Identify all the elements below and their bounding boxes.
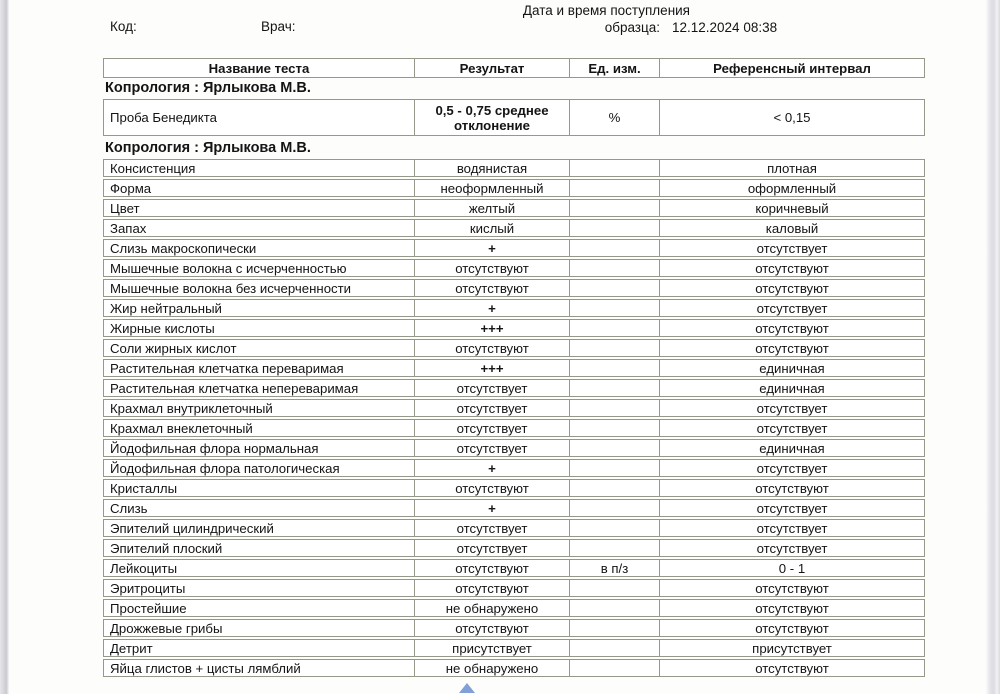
test-name-cell: Слизь — [104, 500, 415, 516]
result-cell: не обнаружено — [415, 600, 570, 616]
code-label: Код: — [110, 19, 137, 34]
result-cell: отсутствует — [415, 520, 570, 536]
table-row — [103, 619, 925, 637]
unit-cell — [570, 360, 660, 376]
test-name-cell: Простейшие — [104, 600, 415, 616]
column-header-unit: Ед. изм. — [570, 59, 660, 77]
result-cell: отсутствует — [415, 420, 570, 436]
test-name-cell: Эпителий цилиндрический — [104, 520, 415, 536]
result-cell: +++ — [415, 320, 570, 336]
section-title: Копрология : Ярлыкова М.В. — [105, 80, 311, 96]
column-header-test-name: Название теста — [104, 59, 415, 77]
reference-cell: отсутствуют — [755, 480, 829, 496]
reference-cell: отсутствуют — [755, 580, 829, 596]
unit-cell — [570, 480, 660, 496]
sample-date-value: 12.12.2024 08:38 — [672, 20, 778, 35]
unit-cell — [570, 520, 660, 536]
reference-cell: коричневый — [755, 200, 829, 216]
unit-cell — [570, 340, 660, 356]
test-name-cell: Консистенция — [104, 160, 415, 176]
test-name-cell: Проба Бенедикта — [104, 100, 415, 135]
test-name-cell: Яйца глистов + цисты лямблий — [104, 660, 415, 676]
unit-cell — [570, 240, 660, 256]
table-row — [103, 659, 925, 677]
table-row — [103, 419, 925, 437]
table-row — [103, 219, 925, 237]
reference-cell: отсутствует — [756, 520, 828, 536]
unit-cell — [570, 460, 660, 476]
table-row — [103, 179, 925, 197]
test-name-cell: Форма — [104, 180, 415, 196]
unit-cell — [570, 180, 660, 196]
test-name-cell: Йодофильная флора нормальная — [104, 440, 415, 456]
table-row — [103, 639, 925, 657]
reference-cell: отсутствуют — [755, 340, 829, 356]
result-cell: не обнаружено — [415, 660, 570, 676]
unit-cell — [570, 620, 660, 636]
test-name-cell: Запах — [104, 220, 415, 236]
table-row — [103, 199, 925, 217]
section-title: Копрология : Ярлыкова М.В. — [105, 140, 311, 156]
result-cell: + — [415, 460, 570, 476]
unit-cell — [570, 580, 660, 596]
unit-cell — [570, 640, 660, 656]
test-name-cell: Кристаллы — [104, 480, 415, 496]
test-name-cell: Мышечные волокна с исчерченностью — [104, 260, 415, 276]
table-row — [103, 99, 925, 136]
test-name-cell: Крахмал внеклеточный — [104, 420, 415, 436]
unit-cell — [570, 660, 660, 676]
reference-cell: отсутствует — [756, 400, 828, 416]
result-cell: присутствует — [415, 640, 570, 656]
reference-cell: отсутствуют — [755, 260, 829, 276]
scrollbar-track[interactable] — [986, 0, 1000, 694]
result-cell: отсутствуют — [415, 560, 570, 576]
unit-cell — [570, 500, 660, 516]
reference-cell: отсутствуют — [755, 320, 829, 336]
result-cell: отсутствуют — [415, 340, 570, 356]
result-cell: отсутствует — [415, 380, 570, 396]
unit-cell — [570, 200, 660, 216]
test-name-cell: Мышечные волокна без исчерченности — [104, 280, 415, 296]
reference-cell: < 0,15 — [773, 110, 811, 125]
test-name-cell: Эпителий плоский — [104, 540, 415, 556]
test-name-cell: Дрожжевые грибы — [104, 620, 415, 636]
result-cell: + — [415, 300, 570, 316]
result-cell: отсутствуют — [415, 480, 570, 496]
unit-cell — [570, 380, 660, 396]
table-header-row — [103, 58, 925, 78]
column-header-reference: Референсный интервал — [713, 60, 871, 76]
table-row — [103, 459, 925, 477]
result-cell: + — [415, 240, 570, 256]
result-cell: желтый — [415, 200, 570, 216]
doctor-label: Врач: — [261, 19, 296, 34]
test-name-cell: Лейкоциты — [104, 560, 415, 576]
test-name-cell: Соли жирных кислот — [104, 340, 415, 356]
test-name-cell: Эритроциты — [104, 580, 415, 596]
test-name-cell: Слизь макроскопически — [104, 240, 415, 256]
result-cell: неоформленный — [415, 180, 570, 196]
result-cell: отсутствует — [415, 440, 570, 456]
reference-cell: присутствует — [752, 640, 832, 656]
column-header-result: Результат — [415, 59, 570, 77]
reference-cell: отсутствуют — [755, 280, 829, 296]
unit-cell — [570, 300, 660, 316]
table-row — [103, 319, 925, 337]
reference-cell: единичная — [759, 440, 825, 456]
table-row — [103, 239, 925, 257]
result-cell: + — [415, 500, 570, 516]
unit-cell — [570, 540, 660, 556]
table-row — [103, 439, 925, 457]
reference-cell: единичная — [759, 380, 825, 396]
test-name-cell: Детрит — [104, 640, 415, 656]
reference-cell: отсутствуют — [755, 660, 829, 676]
reference-cell: каловый — [765, 220, 819, 236]
result-cell: отсутствуют — [415, 620, 570, 636]
result-cell: отсутствуют — [415, 580, 570, 596]
unit-cell — [570, 320, 660, 336]
table-row — [103, 359, 925, 377]
table-row — [103, 279, 925, 297]
test-name-cell: Жирные кислоты — [104, 320, 415, 336]
reference-cell: отсутствует — [756, 500, 828, 516]
result-cell: водянистая — [415, 160, 570, 176]
sample-date-label-line1: Дата и время поступления — [522, 3, 690, 18]
reference-cell: отсутствует — [756, 460, 828, 476]
result-cell: отсутствует — [415, 400, 570, 416]
reference-cell: отсутствует — [756, 300, 828, 316]
unit-cell: в п/з — [570, 560, 660, 576]
page-left-edge — [0, 0, 9, 694]
reference-cell: единичная — [759, 360, 825, 376]
result-cell: отсутствует — [415, 540, 570, 556]
test-name-cell: Йодофильная флора патологическая — [104, 460, 415, 476]
lab-results-table — [103, 58, 925, 679]
reference-cell: отсутствует — [756, 240, 828, 256]
table-row — [103, 339, 925, 357]
table-row — [103, 399, 925, 417]
table-row — [103, 259, 925, 277]
table-row — [103, 559, 925, 577]
table-row — [103, 159, 925, 177]
test-name-cell: Жир нейтральный — [104, 300, 415, 316]
reference-cell: отсутствует — [756, 540, 828, 556]
reference-cell: плотная — [767, 160, 817, 176]
unit-cell — [570, 600, 660, 616]
scroll-up-arrow-icon[interactable] — [459, 683, 475, 693]
reference-cell: отсутствуют — [755, 620, 829, 636]
unit-cell: % — [570, 100, 660, 135]
reference-cell: отсутствует — [756, 420, 828, 436]
table-row — [103, 479, 925, 497]
test-name-cell: Цвет — [104, 200, 415, 216]
table-row — [103, 539, 925, 557]
unit-cell — [570, 400, 660, 416]
table-row — [103, 379, 925, 397]
result-cell: +++ — [415, 360, 570, 376]
test-name-cell: Растительная клетчатка непереваримая — [104, 380, 415, 396]
unit-cell — [570, 260, 660, 276]
result-cell: кислый — [415, 220, 570, 236]
unit-cell — [570, 440, 660, 456]
table-row — [103, 499, 925, 517]
table-row — [103, 599, 925, 617]
table-row — [103, 519, 925, 537]
result-cell: отсутствуют — [415, 280, 570, 296]
test-name-cell: Крахмал внутриклеточный — [104, 400, 415, 416]
result-cell: отсутствуют — [415, 260, 570, 276]
test-name-cell: Растительная клетчатка переваримая — [104, 360, 415, 376]
reference-cell: оформленный — [747, 180, 837, 196]
unit-cell — [570, 160, 660, 176]
unit-cell — [570, 280, 660, 296]
sample-date-label-line2: образца: — [604, 20, 660, 35]
reference-cell: 0 - 1 — [778, 560, 806, 576]
result-cell: 0,5 - 0,75 среднее отклонение — [415, 100, 570, 135]
unit-cell — [570, 420, 660, 436]
table-row — [103, 579, 925, 597]
reference-cell: отсутствуют — [755, 600, 829, 616]
table-row — [103, 299, 925, 317]
unit-cell — [570, 220, 660, 236]
